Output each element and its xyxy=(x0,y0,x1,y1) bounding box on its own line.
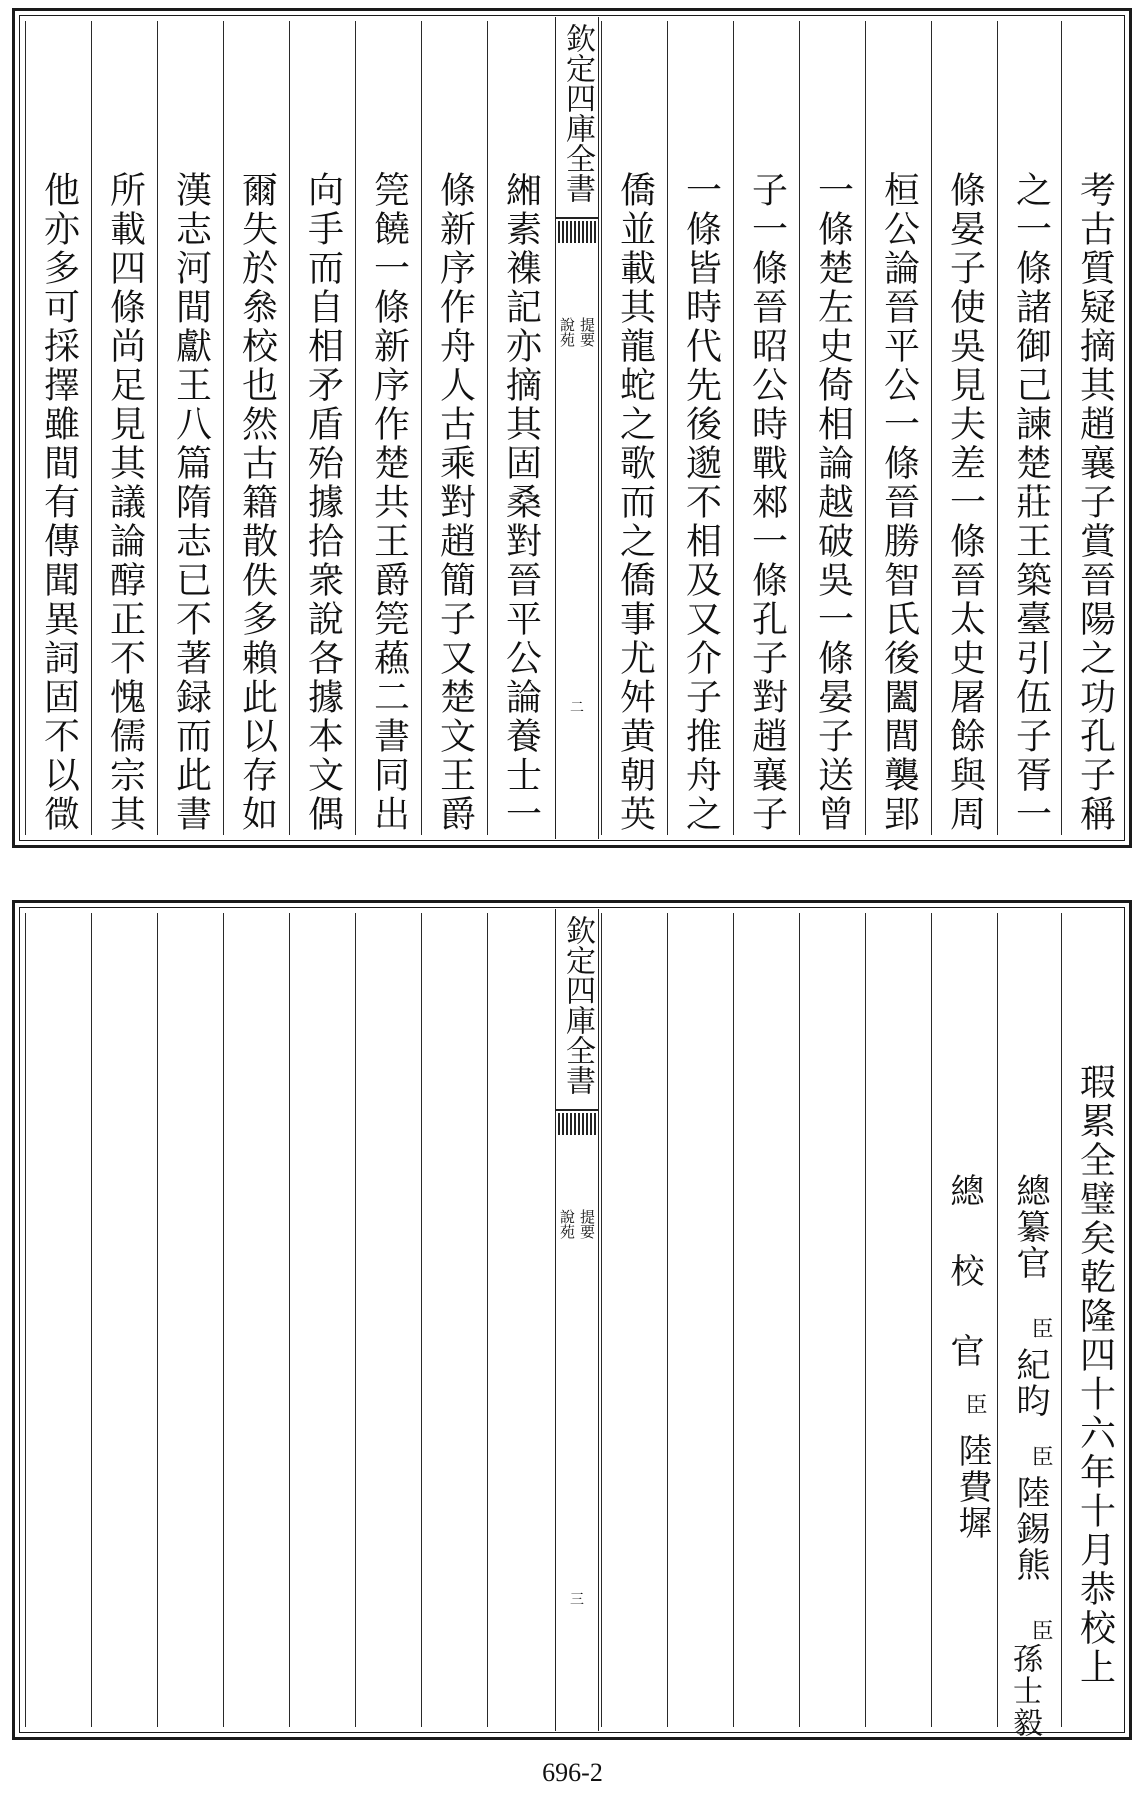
empty-column xyxy=(25,913,91,1727)
text-column xyxy=(355,21,421,835)
text-column xyxy=(865,21,931,835)
text-column xyxy=(91,21,157,835)
spine-page-number: 二 xyxy=(570,700,584,716)
text-column xyxy=(421,21,487,835)
empty-column xyxy=(223,913,289,1727)
text-column xyxy=(289,21,355,835)
spine-title-block xyxy=(556,909,598,1111)
empty-column xyxy=(421,913,487,1727)
column-text: 一條皆時代先後邈不相及又介子推舟之 xyxy=(680,171,722,834)
official-prefix: 臣 xyxy=(1028,1619,1053,1643)
empty-column xyxy=(289,913,355,1727)
empty-column xyxy=(667,913,733,1727)
center-spine xyxy=(555,17,599,839)
spine-title: 欽定四庫全書 xyxy=(560,915,595,1095)
top-page xyxy=(12,8,1132,848)
column-text: 他亦多可採擇雖間有傳聞異詞固不以㣲 xyxy=(38,171,80,834)
column-text: 考古質疑摘其趙襄子賞晉陽之功孔子稱 xyxy=(1074,171,1116,834)
spine-title: 欽定四庫全書 xyxy=(560,23,595,203)
reviser-title: 總 xyxy=(944,1173,984,1209)
official-prefix: 臣 xyxy=(962,1393,987,1417)
column-text: 漢志河間獻王八篇隋志已不著録而此書 xyxy=(170,171,212,834)
column-text: 條晏子使吳見夫差一條晉太史屠餘與周 xyxy=(944,171,986,834)
column-text: 子一條晉昭公時戰郲一條孔子對趙襄子 xyxy=(746,171,788,834)
column-text: 條新序作舟人古乘對趙簡子又楚文王爵 xyxy=(434,171,476,834)
official-prefix: 臣 xyxy=(1028,1445,1053,1469)
text-column xyxy=(1061,21,1127,835)
text-column xyxy=(799,21,865,835)
text-column xyxy=(733,21,799,835)
spine-section-name: 提要 xyxy=(578,1209,596,1239)
column-text: 緗素襍記亦摘其固桑對晉平公論養士一 xyxy=(500,171,542,834)
closing-column xyxy=(1061,913,1127,1727)
page-footer-number: 696-2 xyxy=(542,1758,603,1787)
spine-book-name: 說苑 xyxy=(558,317,576,347)
empty-column xyxy=(487,913,553,1727)
text-column xyxy=(601,21,667,835)
compilers-column xyxy=(997,913,1063,1739)
empty-column xyxy=(601,913,667,1727)
empty-column xyxy=(355,913,421,1727)
text-column xyxy=(25,21,91,835)
empty-column xyxy=(157,913,223,1727)
empty-column xyxy=(799,913,865,1727)
text-column xyxy=(667,21,733,835)
center-spine xyxy=(555,909,599,1731)
spine-label xyxy=(556,317,598,347)
reviser-title: 官 xyxy=(944,1333,984,1369)
empty-column xyxy=(91,913,157,1727)
empty-column xyxy=(865,913,931,1727)
column-text: 之一條諸御己諫楚莊王築臺引伍子胥一 xyxy=(1010,171,1052,834)
reviser-title: 校 xyxy=(944,1253,984,1289)
text-column xyxy=(931,21,997,835)
spine-book-name: 說苑 xyxy=(558,1209,576,1239)
empty-column xyxy=(733,913,799,1727)
compiler-name: 陸錫熊 xyxy=(1010,1475,1050,1583)
fish-tail-mark xyxy=(558,1113,596,1135)
spine-label xyxy=(556,1209,598,1239)
text-column xyxy=(223,21,289,835)
spine-page-number: 三 xyxy=(570,1592,584,1608)
reviser-name: 陸費墀 xyxy=(952,1433,992,1541)
compiler-name: 紀昀 xyxy=(1010,1347,1050,1419)
text-column xyxy=(157,21,223,835)
text-column xyxy=(487,21,553,835)
column-text: 一條楚左史倚相論越破吳一條晏子送曾 xyxy=(812,171,854,834)
text-column xyxy=(997,21,1063,835)
fish-tail-mark xyxy=(558,221,596,243)
column-text: 所載四條尚足見其議論醇正不愧儒宗其 xyxy=(104,171,146,834)
official-prefix: 臣 xyxy=(1028,1317,1053,1341)
column-text: 筦饒一條新序作楚共王爵筦蘓二書同出 xyxy=(368,171,410,834)
compiler-name: 孫士毅 xyxy=(1007,1643,1042,1739)
compilers-title: 總纂官 xyxy=(1010,1173,1050,1281)
bottom-page xyxy=(12,900,1132,1740)
closing-text: 瑕累全璧矣乾隆四十六年十月恭校上 xyxy=(1074,1063,1116,1687)
spine-section-name: 提要 xyxy=(578,317,596,347)
column-text: 爾失於叅校也然古籍散佚多賴此以存如 xyxy=(236,171,278,834)
column-text: 僑並載其龍蛇之歌而之僑事尤舛黄朝英 xyxy=(614,171,656,834)
spine-title-block xyxy=(556,17,598,219)
reviser-column xyxy=(931,913,997,1727)
column-text: 向手而自相矛盾殆據拾衆說各據本文偶 xyxy=(302,171,344,834)
column-text: 桓公論晉平公一條晉勝智氏後闔閭襲郢 xyxy=(878,171,920,834)
